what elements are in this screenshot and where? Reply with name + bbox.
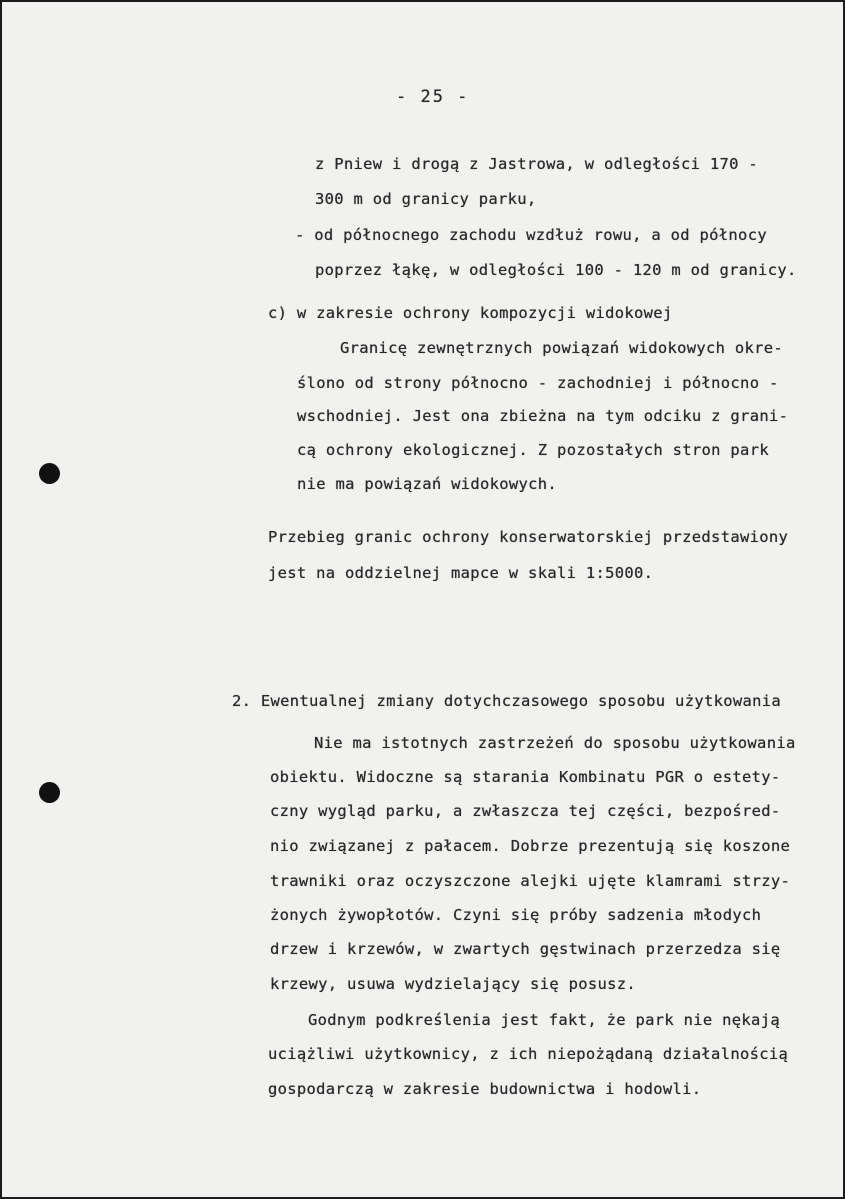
text-line: obiektu. Widoczne są starania Kombinatu PGR o estety- — [270, 768, 781, 786]
page-number: - 25 - — [396, 87, 470, 107]
text-line: poprzez łąkę, w odległości 100 - 120 m od granicy. — [315, 261, 797, 279]
text-line: wschodniej. Jest ona zbieżna na tym odciku z grani- — [297, 407, 789, 425]
text-line: gospodarczą w zakresie budownictwa i hodowli. — [268, 1080, 702, 1098]
text-line: Godnym podkreślenia jest fakt, że park nie nękają — [308, 1011, 780, 1029]
text-line: - od północnego zachodu wzdłuż rowu, a od północy — [295, 226, 767, 244]
text-line: Granicę zewnętrznych powiązań widokowych okre- — [340, 339, 784, 357]
text-line: z Pniew i drogą z Jastrowa, w odległości 170 - — [315, 155, 759, 173]
text-line: żonych żywopłotów. Czyni się próby sadzenia młodych — [270, 906, 762, 924]
text-line: Nie ma istotnych zastrzeżeń do sposobu użytkowania — [314, 734, 796, 752]
text-line: jest na oddzielnej mapce w skali 1:5000. — [268, 564, 654, 582]
punch-hole-top — [39, 463, 60, 484]
text-line: trawniki oraz oczyszczone alejki ujęte klamrami strzy- — [270, 872, 791, 890]
text-line: krzewy, usuwa wydzielający się posusz. — [270, 975, 637, 993]
text-line: 300 m od granicy parku, — [315, 190, 537, 208]
text-line: nio związanej z pałacem. Dobrze prezentują się koszone — [270, 837, 791, 855]
text-line: nie ma powiązań widokowych. — [297, 475, 558, 493]
text-line: Przebieg granic ochrony konserwatorskiej przedstawiony — [268, 528, 789, 546]
text-line: cą ochrony ekologicznej. Z pozostałych stron park — [297, 441, 769, 459]
section-c-heading: c) w zakresie ochrony kompozycji widokowej — [268, 304, 673, 322]
section-2-heading: 2. Ewentualnej zmiany dotychczasowego sposobu użytkowania — [232, 692, 782, 710]
text-line: czny wygląd parku, a zwłaszcza tej części, bezpośred- — [270, 802, 781, 820]
text-line: uciążliwi użytkownicy, z ich niepożądaną działalnością — [268, 1045, 789, 1063]
text-line: drzew i krzewów, w zwartych gęstwinach przerzedza się — [270, 940, 781, 958]
text-line: ślono od strony północno - zachodniej i północno - — [297, 374, 779, 392]
punch-hole-bottom — [39, 782, 60, 803]
